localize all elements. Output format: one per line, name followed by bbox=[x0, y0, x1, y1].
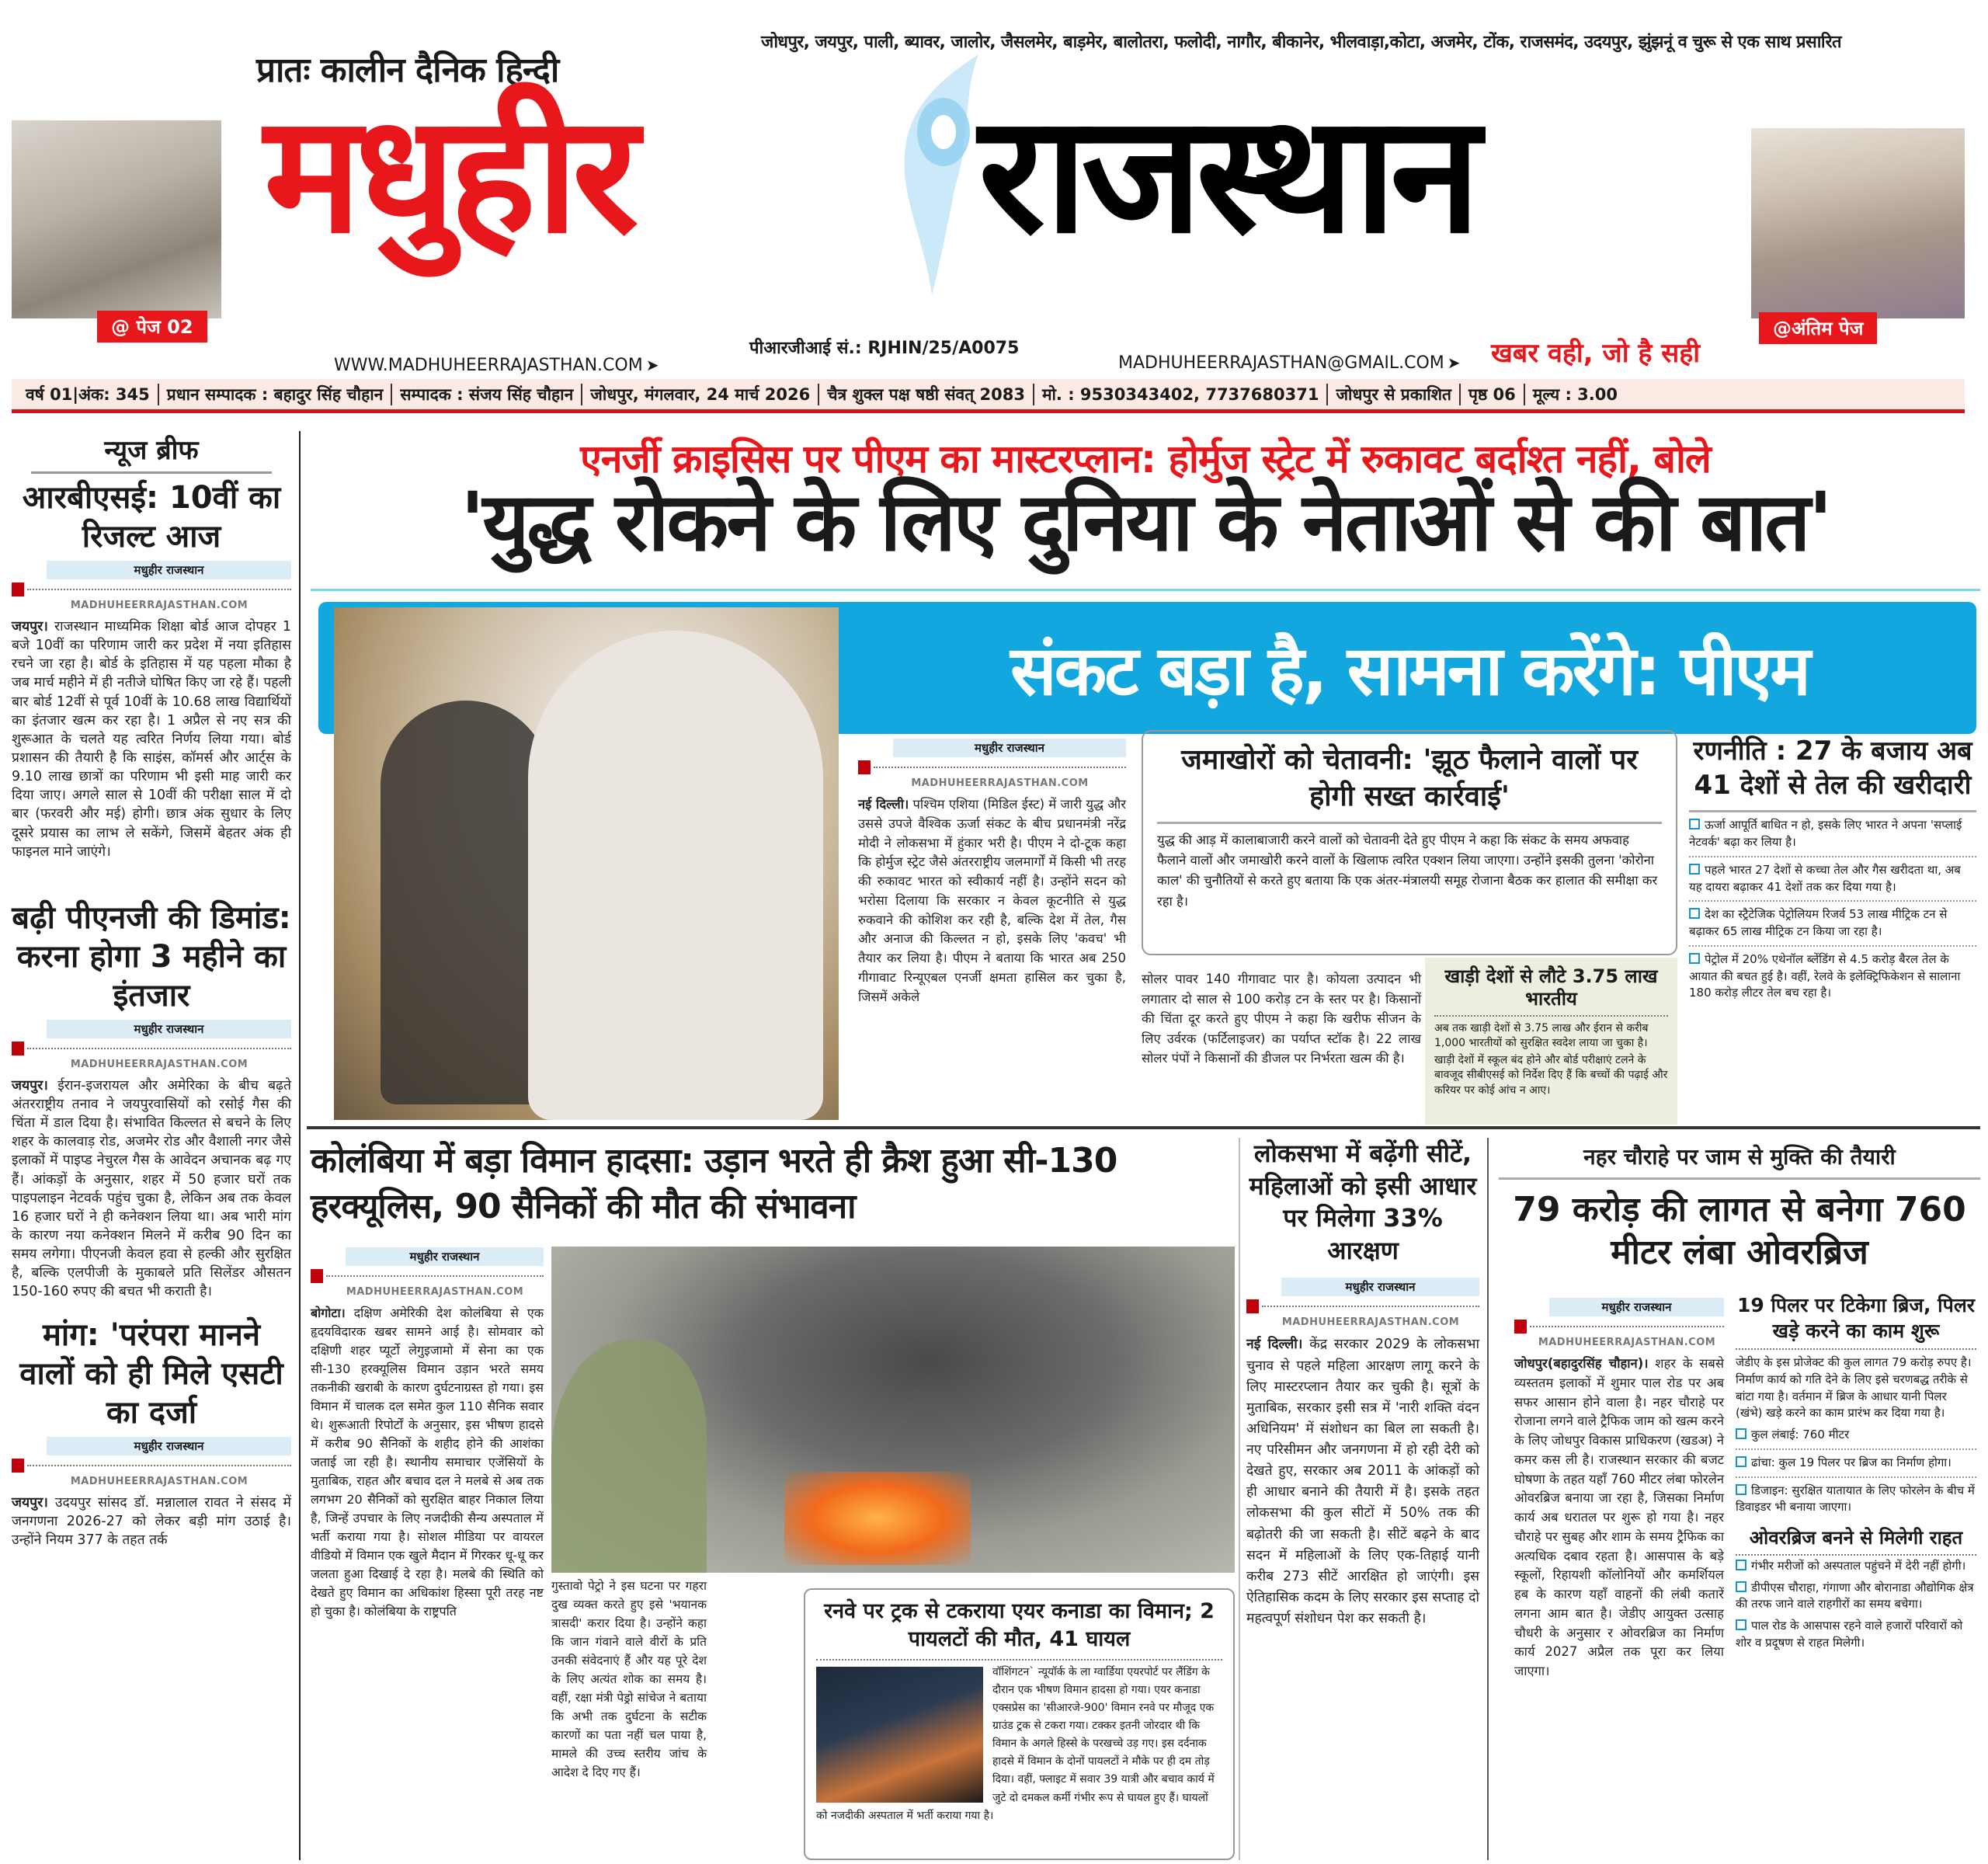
hoarders-warning-box bbox=[1142, 730, 1677, 955]
article-headline[interactable]: बढ़ी पीएनजी की डिमांड: करना होगा 3 महीने का इंतजार bbox=[12, 899, 291, 1014]
checkbox-icon bbox=[1689, 908, 1700, 919]
body-text: केंद्र सरकार 2029 के लोकसभा चुनाव से पहले महिला आरक्षण लागू करने के लिए मास्टरप्लान तैयार कर चुकी है। सूत्रों के मुताबिक, सरकार इसी सत्र में 'नारी शक्ति वंदन अधिनियम' में संशोधन का बिल ला सकती है। नए परिसीमन और जनगणना में हो रही देरी को देखते हुए, सरकार अब 2011 के आंकड़ों को ही आधार बनाने की तैयारी में है। इसके तहत लोकसभा की कुल सीटों में 50% तक की बढ़ोतरी की जा सकती है। सीटें बढ़ने के बाद सदन में महिलाओं के लिए एक-तिहाई यानी करीब 273 सीटें आरक्षित हो जाएंगी। इस ऐतिहासिक कदम के लिए सरकार इस सप्ताह दो महत्वपूर्ण संशोधन पेश कर सकती है। bbox=[1246, 1337, 1479, 1626]
photo-fire bbox=[784, 1472, 971, 1565]
dateline: बोगोटा। bbox=[311, 1306, 346, 1320]
relief-text: डीपीएस चौराहा, गंगाणा और बोरानाडा औद्योगिक क्षेत्र की तरफ जाने वाले राहगीरों का समय बचेगा। bbox=[1736, 1580, 1974, 1612]
section-divider bbox=[307, 1126, 1980, 1129]
red-square-icon bbox=[1514, 1320, 1527, 1334]
price: मूल्य : 3.00 bbox=[1532, 384, 1618, 404]
byline-name: मधुहीर राजस्थान bbox=[47, 1020, 291, 1038]
fact-text: ढांचा: कुल 19 पिलर पर ब्रिज का निर्माण होगा। bbox=[1751, 1455, 1952, 1469]
byline-name: मधुहीर राजस्थान bbox=[346, 1247, 544, 1266]
masthead-tagline: प्रातः कालीन दैनिक हिन्दी bbox=[256, 50, 559, 90]
relief-item bbox=[1736, 1577, 1976, 1616]
teaser-photo-last-page[interactable] bbox=[1751, 128, 1965, 318]
byline-url: MADHUHEERRAJASTHAN.COM bbox=[1281, 1316, 1460, 1329]
page-count: पृष्ठ 06 bbox=[1461, 384, 1525, 405]
fact-text: डिजाइन: सुरक्षित यातायात के लिए फोरलेन के बीच में डिवाइडर भी बनाया जाएगा। bbox=[1736, 1483, 1975, 1514]
body-text: सोलर पावर 140 गीगावाट पार है। कोयला उत्पादन भी लगातार दो साल से 100 करोड़ टन के स्तर पर है। किसानों की चिंता दूर करते हुए पीएम ने कहा कि खरीफ सीजन के लिए उर्वरक (फर्टिलाइजर) का पर्याप्त स्टॉक है। 22 लाख सोलर पंपों ने किसानों की डीजल पर निर्भरता खत्म की है। bbox=[1142, 972, 1421, 1066]
red-square-icon bbox=[858, 760, 871, 774]
bullet-item bbox=[1689, 902, 1976, 947]
fact-item bbox=[1736, 1422, 1976, 1450]
logo-rajasthan: राजस्थान bbox=[978, 79, 1475, 270]
website-url[interactable]: WWW.MADHUHEERRAJASTHAN.COM bbox=[334, 356, 643, 375]
gulf-returnees-box bbox=[1425, 958, 1677, 1125]
relief-text: पाल रोड के आसपास रहने वाले हजारों परिवारों को शोर व प्रदूषण से राहत मिलेगी। bbox=[1736, 1619, 1963, 1650]
article-headline[interactable]: मांग: 'परंपरा मानने वालों को ही मिले एसटी का दर्जा bbox=[19, 1316, 283, 1431]
dotted-divider bbox=[326, 1275, 544, 1277]
chief-editor: प्रधान सम्पादक : बहादुर सिंह चौहान bbox=[159, 384, 393, 405]
publication-date: जोधपुर, मंगलवार, 24 मार्च 2026 bbox=[582, 384, 819, 405]
box-headline[interactable]: रनवे पर ट्रक से टकराया एयर कनाडा का विमान; 2 पायलटों की मौत, 41 घायल bbox=[816, 1598, 1222, 1661]
red-square-icon bbox=[311, 1269, 323, 1283]
byline bbox=[12, 1020, 291, 1070]
article-body bbox=[1246, 1334, 1479, 1629]
email-link[interactable] bbox=[1118, 353, 1461, 373]
box-body: अब तक खाड़ी देशों से 3.75 लाख और ईरान से करीब 1,000 भारतीयों को सुरक्षित स्वदेश लाया जा चुका है। bbox=[1434, 1021, 1649, 1050]
article-headline[interactable]: लोकसभा में बढ़ेंगी सीटें, महिलाओं को इसी आधार पर मिलेगा 33% आरक्षण bbox=[1249, 1139, 1477, 1265]
byline bbox=[12, 561, 291, 611]
bridge-headline[interactable]: 79 करोड़ की लागत से बनेगा 760 मीटर लंबा ओवरब्रिज bbox=[1513, 1190, 1966, 1272]
body-text: उदयपुर सांसद डॉ. मन्नालाल रावत ने संसद में जनगणना 2026-27 को लेकर बड़ी मांग उठाई है। उन्होंने नियम 377 के तहत तर्क bbox=[12, 1494, 291, 1548]
byline-name: मधुहीर राजस्थान bbox=[47, 561, 291, 579]
byline bbox=[1514, 1298, 1724, 1348]
photo-figure bbox=[381, 701, 551, 1104]
body-text: शहर के सबसे व्यस्ततम इलाकों में शुमार पाल रोड पर अब सफर आसान होने वाला है। नहर चौराहे पर रोजाना लगने वाले ट्रैफिक जाम को खत्म करने के लिए जोधपुर विकास प्राधिकरण (खडअ) ने कमर कस ली है। राजस्थान सरकार की बजट घोषणा के तहत यहाँ 760 मीटर लंबा फोरलेन ओवरब्रिज बनाया जा रहा है, जिसका निर्माण कार्य अब धरातल पर शुरू हो गया है। नहर चौराहे पर सुबह और शाम के समय ट्रैफिक का अत्यधिक दबाव रहता है। आसपास के बड़े स्कूलों, रिहायशी कॉलोनियों और कमर्शियल हब के कारण यहाँ वाहनों की लंबी कतारें लगना आम बात है। जेडीए आयुक्त उत्साह चौधरी के अनुसार र ओवरब्रिज का निर्माण कार्य 2027 अप्रैल तक पूरा कर लिया जाएगा। bbox=[1514, 1356, 1724, 1678]
box-body: युद्ध की आड़ में कालाबाजारी करने वालों को चेतावनी देते हुए पीएम ने कहा कि संकट के समय अफवाह फैलाने वालों और जमाखोरी करने वालों के खिलाफ त्वरित एक्शन लिया जाएगा। उन्होंने इसकी तुलना 'कोरोना काल' की चुनौतियों से करते हुए बताया कि एक अंतर-मंत्रालयी समूह रोजाना बैठक कर हालात की समीक्षा कर रहा है। bbox=[1157, 832, 1658, 909]
bullet-text: पेट्रोल में 20% एथेनॉल ब्लेंडिंग से 4.5 करोड़ बैरल तेल के आयात की बचत हुई है। वहीं, रेलवे के इलेक्ट्रिफिकेशन से सालाना 180 करोड़ लीटर तेल बच रहा है। bbox=[1689, 951, 1961, 1000]
byline bbox=[12, 1437, 291, 1487]
brief-article-rbse[interactable] bbox=[12, 478, 291, 861]
byline-url: MADHUHEERRAJASTHAN.COM bbox=[70, 1475, 248, 1487]
body-text: राजस्थान माध्यमिक शिक्षा बोर्ड आज दोपहर 1 बजे 10वीं का परिणाम जारी कर प्रदेश में नया इतिहास रचने जा रहा है। बोर्ड के इतिहास में यह पहला मौका है जब मार्च महीने में ही नतीजे घोषित किए जा रहे हैं। पहली बार बोर्ड 12वीं से पूर्व 10वीं के 10.68 लाख विद्यार्थियों का इंतजार खत्म कर रहा है। 1 अप्रैल से नए सत्र की शुरूआत के चलते यह त्वरित निर्णय लिया गया। बोर्ड प्रशासन की तैयारी है कि साइंस, कॉमर्स और आर्ट्स के 9.10 लाख छात्रों का परिणाम भी इसी माह जारी कर दिया जाए। अगले साल से 10वीं की परीक्षा साल में दो बार (फरवरी और मई) होगी। छात्र अंक सुधार के लिए दूसरे प्रयास का लाभ ले सकेंगे, जिसमें बेहतर अंक ही फाइनल माने जाएंगे। bbox=[12, 619, 291, 860]
dateline: जोधपुर(बहादुरसिंह चौहान)। bbox=[1514, 1356, 1649, 1371]
byline-url: MADHUHEERRAJASTHAN.COM bbox=[346, 1286, 524, 1298]
phone-numbers: मो. : 9530343402, 7737680371 bbox=[1034, 384, 1329, 405]
photo-trees bbox=[551, 1340, 707, 1573]
fact-text: कुल लंबाई: 760 मीटर bbox=[1751, 1428, 1850, 1441]
article-body bbox=[858, 795, 1126, 1007]
byline-name: मधुहीर राजस्थान bbox=[47, 1437, 291, 1455]
crash-article-continued bbox=[551, 1577, 707, 1782]
red-square-icon bbox=[1246, 1299, 1259, 1313]
box-body bbox=[816, 1664, 1222, 1825]
fact-item bbox=[1736, 1450, 1976, 1478]
article-body bbox=[12, 617, 291, 861]
byline-url: MADHUHEERRAJASTHAN.COM bbox=[1538, 1337, 1716, 1348]
body-text: ईरान-इजरायल और अमेरिका के बीच बढ़ते अंतरराष्ट्रीय तनाव ने जयपुरवासियों को रसोई गैस की चिंता में डाल दिया है। संभावित किल्लत से बचने के लिए शहर के कालवाड़ रोड, अजमेर रोड और वैशाली नगर जैसे इलाकों में पाइप्ड नेचुरल गैस के आवेदन अचानक बढ़ गए हैं। आंकड़ों के अनुसार, शहर में 50 हजार घरों तक पाइपलाइन नेटवर्क पहुंच चुका है, लेकिन अब तक केवल 16 हजार घरों ने ही कनेक्शन लिया था। अब भारी मांग के कारण नया कनेक्शन मिलने में करीब 90 दिन का समय लगेगा। पीएनजी केवल हवा से हल्की और सुरक्षित है, बल्कि एलपीजी के मुकाबले प्रति सिलेंडर औसतन 150-160 रुपए की बचत भी कराती है। bbox=[12, 1077, 291, 1300]
byline-url: MADHUHEERRAJASTHAN.COM bbox=[70, 1058, 248, 1070]
news-brief-column bbox=[12, 431, 291, 1549]
bullet-text: पहले भारत 27 देशों से कच्चा तेल और गैस खरीदता था, अब यह दायरा बढ़ाकर 41 देशों तक कर दिया गया है। bbox=[1689, 862, 1961, 894]
sidebar-headline[interactable]: 19 पिलर पर टिकेगा ब्रिज, पिलर खड़े करने का काम शुरू bbox=[1736, 1293, 1976, 1350]
page-2-tag[interactable]: @ पेज 02 bbox=[97, 311, 207, 343]
dateline: जयपुर। bbox=[12, 1077, 48, 1094]
year-issue: वर्ष 01|अंक: 345 bbox=[18, 384, 159, 405]
brief-article-st-status[interactable] bbox=[12, 1316, 291, 1549]
column-divider bbox=[1239, 1138, 1240, 1860]
byline-name: मधुहीर राजस्थान bbox=[1549, 1298, 1724, 1316]
logo-madhuheer: मधुहीर bbox=[264, 79, 633, 270]
column-divider bbox=[1487, 1138, 1489, 1860]
lead-headline[interactable]: 'युद्ध रोकने के लिए दुनिया के नेताओं से की बात' bbox=[460, 475, 1831, 569]
relief-text: गंभीर मरीजों को अस्पताल पहुंचने में देरी नहीं होगी। bbox=[1751, 1558, 1966, 1573]
bridge-kicker[interactable]: नहर चौराहे पर जाम से मुक्ति की तैयारी bbox=[1499, 1142, 1980, 1180]
headline-rule bbox=[311, 589, 1980, 591]
article-body bbox=[12, 1494, 291, 1549]
byline bbox=[1246, 1278, 1479, 1328]
air-canada-photo[interactable] bbox=[816, 1667, 983, 1803]
hindu-calendar-date: चैत्र शुक्ल पक्ष षष्ठी संवत् 2083 bbox=[819, 384, 1034, 405]
checkbox-icon bbox=[1736, 1619, 1746, 1630]
prgi-number: पीआरजीआई सं.: RJHIN/25/A0075 bbox=[749, 339, 1020, 358]
box-headline[interactable]: जमाखोरों को चेतावनी: 'झूठ फैलाने वालों पर होगी सख्त कार्रवाई' bbox=[1157, 742, 1662, 824]
dateline: नई दिल्ली। bbox=[1246, 1337, 1303, 1353]
crash-photo[interactable] bbox=[551, 1247, 1235, 1573]
banner-headline[interactable]: संकट बड़ा है, सामना करेंगे: पीएम bbox=[1010, 631, 1809, 711]
column-divider bbox=[299, 431, 301, 1860]
bullet-text: देश का स्ट्रैटेजिक पेट्रोलियम रिजर्व 53 लाख मीट्रिक टन से बढ़ाकर 65 लाख मीट्रिक टन किया जा रहा है। bbox=[1689, 907, 1948, 939]
dotted-divider bbox=[27, 1465, 291, 1466]
byline-name: मधुहीर राजस्थान bbox=[1281, 1278, 1479, 1296]
byline-url: MADHUHEERRAJASTHAN.COM bbox=[911, 777, 1089, 789]
last-page-tag[interactable]: @अंतिम पेज bbox=[1759, 312, 1877, 344]
bullet-item bbox=[1689, 947, 1976, 1007]
red-square-icon bbox=[12, 1042, 24, 1055]
email-address[interactable]: MADHUHEERRAJASTHAN@GMAIL.COM bbox=[1118, 353, 1444, 373]
byline bbox=[858, 739, 1126, 789]
body-text: पश्चिम एशिया (मिडिल ईस्ट) में जारी युद्ध और उससे उपजे वैश्विक ऊर्जा संकट के बीच प्रधानमंत्री नरेंद्र मोदी ने लोकसभा में हुंकार भरी है। पीएम ने दो-टूक कहा कि होर्मुज स्ट्रेट जैसे अंतरराष्ट्रीय जलमार्गों में किसी भी तरह की रुकावट भारत को स्वीकार्य नहीं है। उन्होंने सदन को भरोसा दिलाया कि सरकार न केवल कूटनीति से युद्ध रुकवाने की कोशिश कर रही है, बल्कि देश में तेल, गैस और अनाज की किल्लत न हो, इसके लिए 'कवच' भी तैयार कर लिया है। पीएम ने बताया कि भारत अब 250 गीगावाट रिन्यूएबल एनर्जी क्षमता हासिल कर चुका है, जिसमें अकेले bbox=[858, 797, 1126, 1004]
checkbox-icon bbox=[1689, 819, 1700, 829]
dotted-divider bbox=[1530, 1326, 1724, 1327]
bridge-facts-sidebar bbox=[1736, 1293, 1976, 1654]
editions-list: जोधपुर, जयपुर, पाली, ब्यावर, जालोर, जैसलमेर, बाड़मेर, बालोतरा, फलोदी, नागौर, बीकानेर, भीलवाड़ा,कोटा, अजमेर, टोंक, राजसमंद, उदयपुर, झुंझनूं व चुरू से एक साथ प्रसारित bbox=[761, 33, 1841, 52]
checkbox-icon bbox=[1736, 1456, 1746, 1467]
dateline: जयपुर। bbox=[12, 619, 48, 635]
dotted-divider bbox=[27, 589, 291, 590]
cursor-icon: ➤ bbox=[645, 356, 659, 374]
dotted-divider bbox=[874, 767, 1126, 768]
sidebar-headline[interactable]: रणनीति : 27 के बजाय अब 41 देशों से तेल की खरीदारी bbox=[1689, 734, 1976, 812]
cursor-icon: ➤ bbox=[1447, 353, 1461, 372]
website-link[interactable] bbox=[334, 356, 659, 375]
body-text: दक्षिण अमेरिकी देश कोलंबिया से एक हृदयविदारक खबर सामने आई है। सोमवार को दक्षिणी शहर प्यूर्टो लेगुइजामो में सेना का एक सी-130 हरक्यूलिस विमान उड़ान भरते समय तकनीकी खराबी के कारण दुर्घटनाग्रस्त हो गया। इस विमान में चालक दल समेत कुल 110 सैनिक सवार थे। शुरूआती रिपोर्टों के अनुसार, इस भीषण हादसे में करीब 90 सैनिकों के शहीद होने की आशंका जताई जा रही है। स्थानीय समाचार एजेंसियों के मुताबिक, राहत और बचाव दल ने मलबे से अब तक लगभग 20 सैनिकों को सुरक्षित बाहर निकाल लिया है, जिन्हें उपचार के लिए नजदीकी सैन्य अस्पताल में भर्ती कराया गया है। सोशल मीडिया पर वायरल वीडियो में विमान एक खुले मैदान में गिरकर धू-धू कर जलता हुआ दिखाई दे रहा है। मलबे की स्थिति को देखते हुए विमान का अधिकांश हिस्सा पूरी तरह नष्ट हो चुका है। कोलंबिया के राष्ट्रपति bbox=[311, 1306, 544, 1619]
article-body bbox=[1514, 1355, 1724, 1681]
byline-name: मधुहीर राजस्थान bbox=[893, 739, 1126, 757]
strategy-sidebar bbox=[1689, 734, 1976, 1007]
photo-figure bbox=[528, 631, 823, 1120]
loksabha-article bbox=[1246, 1138, 1479, 1629]
article-body bbox=[311, 1304, 544, 1621]
article-body bbox=[12, 1076, 291, 1302]
checkbox-icon bbox=[1736, 1484, 1746, 1495]
dateline: जयपुर। bbox=[12, 1494, 48, 1511]
air-canada-box bbox=[804, 1588, 1235, 1860]
bullet-text: ऊर्जा आपूर्ति बाधित न हो, इसके लिए भारत ने अपना 'सप्लाई नेटवर्क' बढ़ा कर लिया है। bbox=[1689, 818, 1962, 850]
bullet-item bbox=[1689, 857, 1976, 902]
red-square-icon bbox=[12, 1459, 24, 1473]
fact-item bbox=[1736, 1478, 1976, 1521]
red-square-icon bbox=[12, 582, 24, 596]
bridge-article bbox=[1514, 1293, 1724, 1681]
lead-article bbox=[858, 734, 1126, 1007]
relief-headline[interactable]: ओवरब्रिज बनने से मिलेगी राहत bbox=[1736, 1521, 1976, 1556]
dateline: नई दिल्ली। bbox=[858, 797, 909, 812]
byline bbox=[311, 1247, 544, 1298]
published-from: जोधपुर से प्रकाशित bbox=[1328, 384, 1460, 405]
article-headline[interactable]: आरबीएसई: 10वीं का रिजल्ट आज bbox=[22, 480, 281, 555]
info-bar bbox=[12, 379, 1965, 413]
bullet-item bbox=[1689, 812, 1976, 857]
body-text: वॉशिंगटन` न्यूयॉर्क के ला ग्वार्डिया एयरपोर्ट पर लैंडिंग के दौरान एक भीषण विमान हादसा हो गया। एयर कनाडा एक्सप्रेस का 'सीआरजे-900' विमान रनवे पर मौजूद एक ग्राउंड ट्रक से टकरा गया। टक्कर इतनी जोरदार थी कि विमान के अगले हिस्से के परखच्चे उड़ गए। इस दर्दनाक हादसे में विमान के दोनों पायलटों ने मौके पर ही दम तोड़ दिया। वहीं, फ्लाइट में सवार 39 यात्री और बचाव कार्य में जुटे दो दमकल कर्मी गंभीर रूप से घायल हुए हैं। घायलों को नजदीकी अस्पताल में भर्ती कराया गया है। bbox=[816, 1665, 1215, 1822]
lead-kicker[interactable]: एनर्जी क्राइसिस पर पीएम का मास्टरप्लान: होर्मुज स्ट्रेट में रुकावट बर्दाश्त नहीं, बोले bbox=[580, 436, 1711, 482]
checkbox-icon bbox=[1736, 1560, 1746, 1570]
checkbox-icon bbox=[1736, 1428, 1746, 1439]
body-text: गुस्तावो पेट्रो ने इस घटना पर गहरा दुख व्यक्त करते हुए इसे 'भयानक त्रासदी' करार दिया है। उन्होंने कहा कि जान गंवाने वाले वीरों के प्रति उनकी संवेदनाएं हैं और यह पूरे देश के लिए अत्यंत शोक का समय है। वहीं, रक्षा मंत्री पेड्रो सांचेज ने बताया कि अभी तक दुर्घटना के सटीक कारणों का पता नहीं चल पाया है, मामले की उच्च स्तरीय जांच के आदेश दे दिए गए हैं। bbox=[551, 1579, 707, 1780]
crash-article bbox=[311, 1243, 544, 1621]
brief-article-png[interactable] bbox=[12, 899, 291, 1302]
dotted-divider bbox=[1262, 1306, 1479, 1307]
checkbox-icon bbox=[1736, 1581, 1746, 1592]
box-headline[interactable]: खाड़ी देशों से लौटे 3.75 लाख भारतीय bbox=[1434, 965, 1668, 1017]
box-body: खाड़ी देशों में स्कूल बंद होने और बोर्ड परीक्षाएं टलने के बावजूद सीबीएसई को निर्देश दिए हैं कि बच्चों की पढ़ाई और करियर पर कोई आंच न आए। bbox=[1434, 1053, 1668, 1097]
pm-photo[interactable] bbox=[334, 607, 839, 1120]
sidebar-body: जेडीए के इस प्रोजेक्ट की कुल लागत 79 करोड़ रुपए है। निर्माण कार्य को गति देने के लिए इसे चरणबद्ध तरीके से बांटा गया है। वर्तमान में ब्रिज के आधार यानी पिलर (खंभे) खड़े करने का काम प्रारंभ कर दिया गया है। bbox=[1736, 1355, 1972, 1421]
editor: सम्पादक : संजय सिंह चौहान bbox=[392, 384, 582, 405]
relief-item bbox=[1736, 1556, 1976, 1577]
news-brief-label: न्यूज ब्रीफ bbox=[31, 431, 272, 474]
teaser-photo-page-2[interactable] bbox=[12, 120, 221, 318]
byline-url: MADHUHEERRAJASTHAN.COM bbox=[70, 600, 248, 611]
relief-item bbox=[1736, 1615, 1976, 1654]
checkbox-icon bbox=[1689, 953, 1700, 964]
slogan: खबर वही, जो है सही bbox=[1491, 338, 1701, 369]
crash-headline[interactable]: कोलंबिया में बड़ा विमान हादसा: उड़ान भरते ही क्रैश हुआ सी-130 हरक्यूलिस, 90 सैनिकों की मौत की संभावना bbox=[311, 1141, 1117, 1227]
dotted-divider bbox=[27, 1048, 291, 1049]
lead-article-continued bbox=[1142, 963, 1421, 1069]
checkbox-icon bbox=[1689, 864, 1700, 875]
